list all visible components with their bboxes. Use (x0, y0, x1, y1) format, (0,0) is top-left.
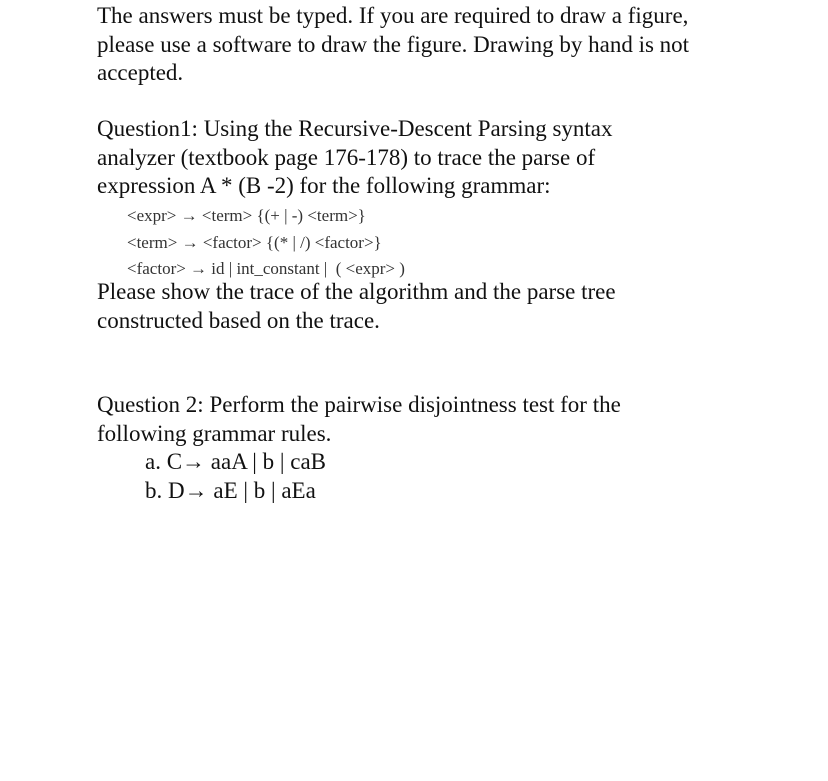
question2-rules (145, 448, 326, 505)
intro-paragraph: The answers must be typed. If you are required to draw a figure, please use a software to draw the figure. Drawing by hand is not accepted. (97, 3, 690, 85)
question1-instructions: Please show the trace of the algorithm and the parse tree constructed based on the trace. (97, 279, 616, 333)
grammar-rule-term: <term> → <factor> {(* | /) <factor>} (127, 232, 382, 252)
rule-b: b. D→ aE | b | aEa (145, 477, 316, 503)
question2-prompt: Question 2: Perform the pairwise disjointness test for the following grammar rules. (97, 392, 621, 446)
grammar-rule-expr: <expr> → <term> {(+ | -) <term>} (127, 206, 366, 225)
question1-prompt: Question1: Using the Recursive-Descent Parsing syntax analyzer (textbook page 176-178) to trace the parse of expression A * (B -2) for the following grammar: (97, 116, 613, 198)
question1-grammar (127, 203, 405, 283)
grammar-rule-factor: <factor> → id | int_constant | ( <expr> ) (127, 259, 405, 278)
rule-a: a. C→ aaA | b | caB (145, 449, 327, 474)
